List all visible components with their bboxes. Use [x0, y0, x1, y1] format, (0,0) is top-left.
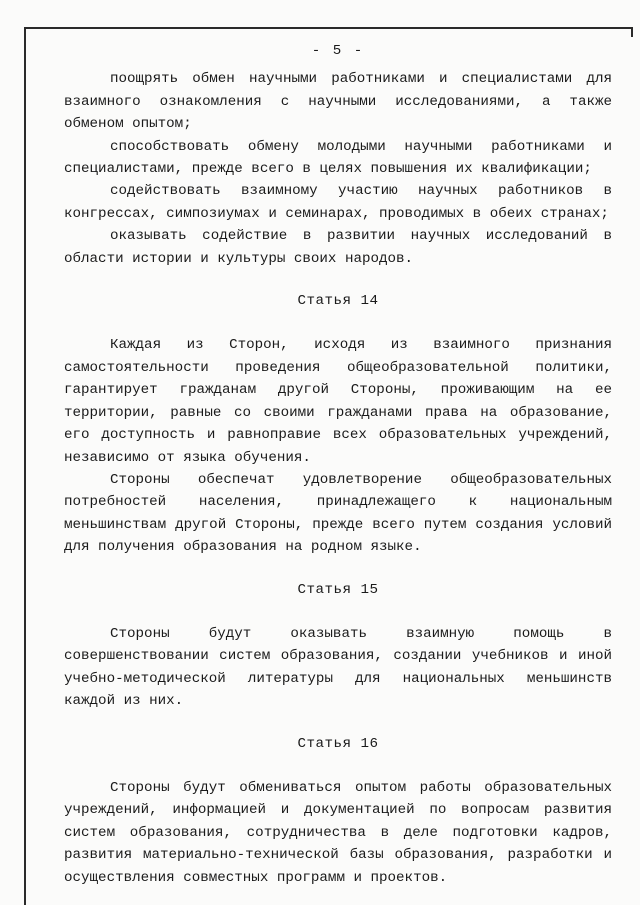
page-border-right — [631, 27, 633, 37]
paragraph: Стороны будут оказывать взаимную помощь в совершенствовании систем образования, создании учебников и иной учебно-методической литературы для национальных меньшинств каждой из них. — [64, 625, 612, 710]
article-heading: Статья 14 — [297, 293, 379, 310]
paragraph: поощрять обмен научными работниками и специалистами для взаимного ознакомления с научными исследованиями, а также обменом опытом; — [64, 71, 612, 133]
page-border-left — [24, 28, 26, 905]
page-border-top — [24, 27, 632, 29]
paragraph: Стороны обеспечат удовлетворение общеобразовательных потребностей населения, принадлежащего к национальным меньшинствам другой Стороны, прежде всего путем создания условий для получения образования на родном языке. — [64, 471, 612, 556]
article-heading: Статья 15 — [297, 581, 379, 598]
page-number: - 5 - — [311, 43, 365, 59]
paragraph: Каждая из Сторон, исходя из взаимного признания самостоятельности проведения общеобразовательной политики, гарантирует гражданам другой Стороны, проживающим на ее территории, равные со своими гражданами права на образование, его доступность и равноправие всех образовательных учреждений, независимо от языка обучения. — [64, 337, 612, 466]
article-14 — [64, 290, 612, 558]
paragraph: содействовать взаимному участию научных работников в конгрессах, симпозиумах и семинарах, проводимых в обеих странах; — [64, 183, 612, 222]
article-heading: Статья 16 — [297, 735, 379, 752]
intro-section — [64, 68, 612, 270]
paragraph: способствовать обмену молодыми научными работниками и специалистами, прежде всего в целях повышения их квалификации; — [64, 138, 612, 178]
paragraph: оказывать содействие в развитии научных исследований в области истории и культуры своих народов. — [64, 228, 612, 267]
document-body — [64, 36, 612, 889]
article-15 — [64, 579, 612, 713]
paragraph: Стороны будут обмениваться опытом работы образовательных учреждений, информацией и документацией по вопросам развития систем образования, сотрудничества в деле подготовки кадров, развития материально-технической базы образования, разработки и осуществления совместных программ и проектов. — [64, 779, 612, 886]
article-16 — [64, 733, 612, 889]
